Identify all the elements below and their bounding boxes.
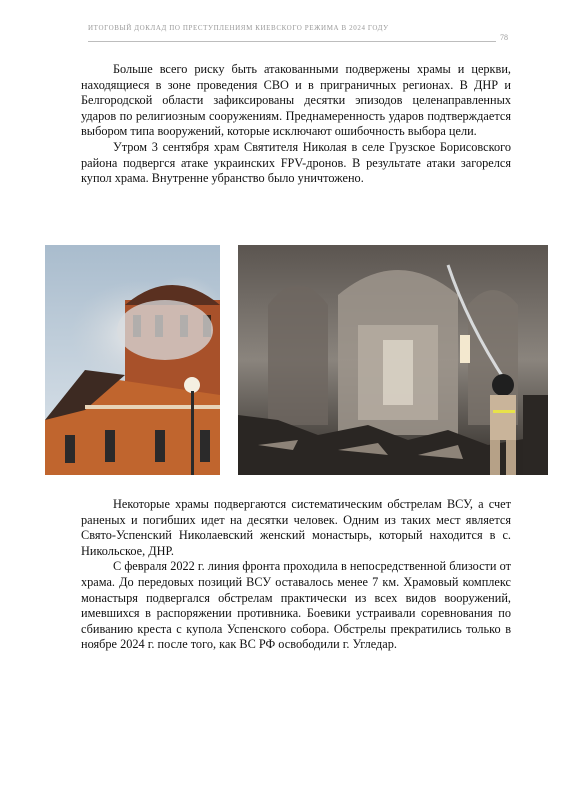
header-rule <box>88 41 496 42</box>
burning-church-exterior-image <box>45 245 220 475</box>
page-number: 78 <box>500 33 508 42</box>
text-block-bottom <box>81 497 511 653</box>
paragraph-monastery-frontline: С февраля 2022 г. линия фронта проходила в непосредственной близости от храма. До передовых позиций ВСУ оставалось менее 7 км. Храмовый комплекс монастыря подвергался обстрелам практически из всех видов вооружений, имевшихся в распоряжении противника. Боевики устраивали соревнования по сбиванию креста с купола Успенского собора. Обстрелы прекратились только в ноябре 2024 г. после того, как ВС РФ освободили г. Угледар. <box>81 559 511 652</box>
burned-church-interior-photo <box>238 245 548 475</box>
burned-church-interior-image <box>238 245 548 475</box>
paragraph-systematic-shelling: Некоторые храмы подвергаются систематическим обстрелам ВСУ, а счет раненых и погибших идет на десятки человек. Одним из таких мест является Свято-Успенский Николаевский женский монастырь, который находится в с. Никольское, ДНР. <box>81 497 511 558</box>
text-block-top <box>81 62 511 187</box>
burning-church-exterior-photo <box>45 245 220 475</box>
paragraph-gruzskoe-attack: Утром 3 сентября храм Святителя Николая в селе Грузское Борисовского района подвергся атаке украинских FPV-дронов. В результате атаки загорелся купол храма. Внутренне убранство было уничтожено. <box>81 139 511 186</box>
paragraph-church-risk: Больше всего риску быть атакованными подвержены храмы и церкви, находящиеся в зоне проведения СВО и в приграничных регионах. В ДНР и Белгородской области зафиксированы десятки эпизодов целенаправленных ударов по религиозным сооружениям. Преднамеренность ударов подтверждается выбором типа вооружений, которые исключают ошибочность выбора цели. <box>81 62 511 139</box>
running-header: ИТОГОВЫЙ ДОКЛАД ПО ПРЕСТУПЛЕНИЯМ КИЕВСКОГО РЕЖИМА В 2024 ГОДУ <box>88 24 389 32</box>
